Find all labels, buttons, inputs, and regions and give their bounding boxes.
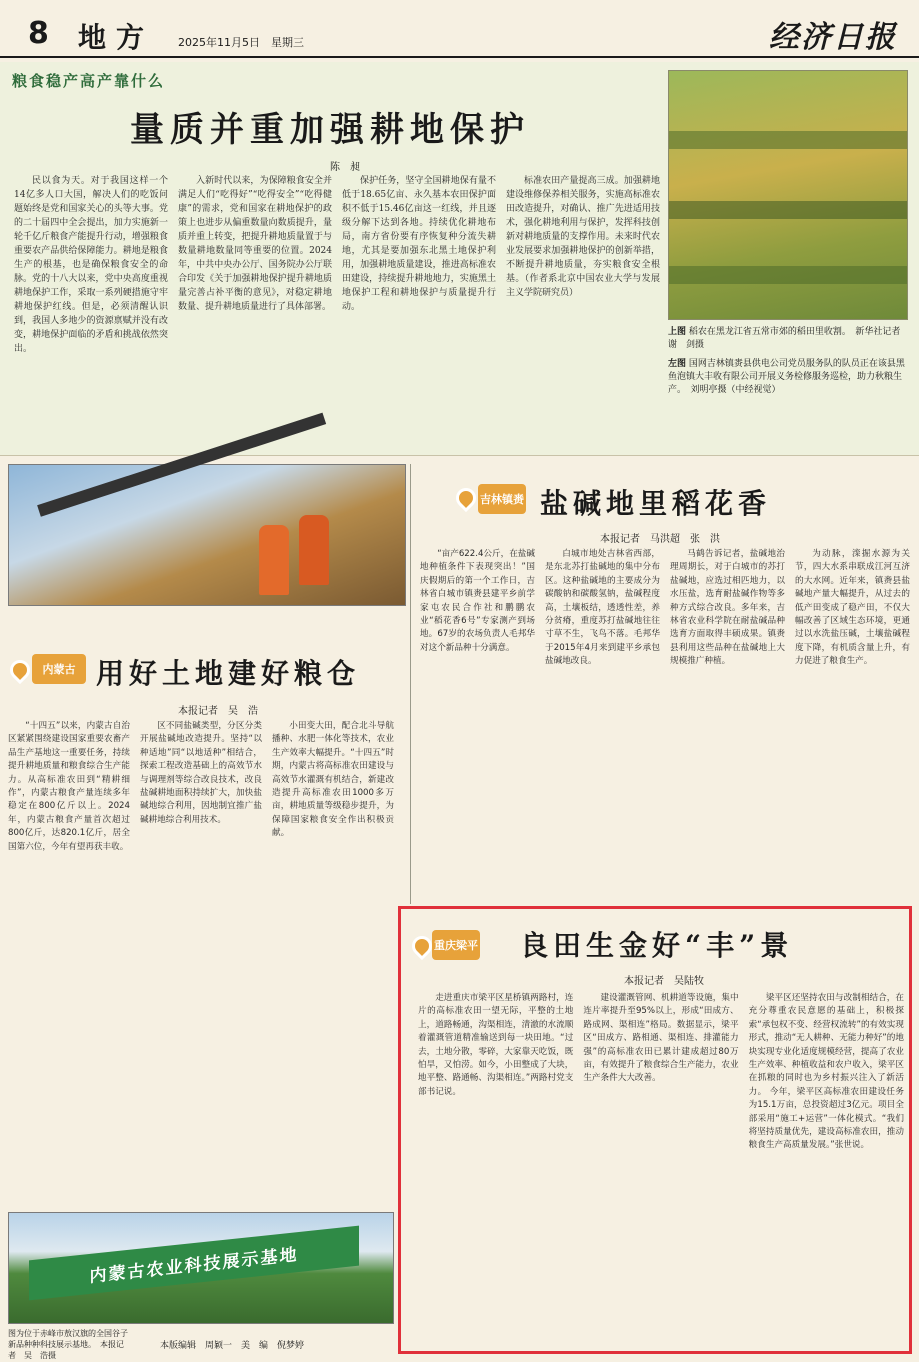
column-divider <box>410 464 411 904</box>
article-closing: 今年，梁平区高标准农田建设任务为15.1万亩，总投资超过3亿元。项目全部采用“施工+运营”一体化模式。“我们将坚持质量优先，建设高标准农田，推动粮食生产高质量发展。”张世说。 <box>748 1086 904 1151</box>
worker-figure <box>259 525 289 595</box>
caption-label: 上图 <box>668 327 687 337</box>
article-paragraph: 建设灌溉管网、机耕道等设施，集中连片率提升至95%以上，形成“田成方、路成网、渠相连”格局。数据显示，梁平区“田成方、路相通、渠相连、排灌能力强”的高标准农田已累计建成超过80万亩，有效提升了粮食综合生产能力，农业生产条件大大改善。 <box>583 993 739 1084</box>
location-tag: 吉林镇赉 <box>478 484 526 514</box>
feature-kicker: 粮食稳产高产靠什么 <box>12 72 166 90</box>
section-title: 地方 <box>78 21 155 54</box>
photo-caption-bottom: 图为位于赤峰市敖汉旗的全国谷子新品种种科技展示基地。 本报记者 吴 浩摄 <box>8 1329 128 1360</box>
photo-caption-top <box>668 326 908 352</box>
feature-paragraph: 标准农田产量提高三成。加强耕地建设维修保养相关服务，实施高标准农田改造提升，对确认、推广先进适用技术，强化耕地利用与保护，发挥科技创新对耕地质量的支撑作用。未来时代农业发展要求加强耕地保护的创新举措，不断提升耕地质量，夯实粮食安全根基。（作者系北京中国农业大学与发展主义学院研究员） <box>506 176 660 298</box>
article-paragraph: 区不同盐碱类型，分区分类开展盐碱地改造提升。坚持“以种适地”同“以地适种”相结合，探索工程改造基础上的高效节水与调理剂等综合改良技术，改良盐碱耕地面积持续扩大，加快盐碱地综合利用，因地制宜推广盐碱耕地综合利用技术。 <box>140 721 262 825</box>
article-paragraph: 白城市地处吉林省西部，是东北苏打盐碱地的集中分布区。这种盐碱地的主要成分为碳酸钠和碳酸氢钠，盐碱程度高，土壤板结，透透性差，养分贫瘠，重度苏打盐碱地往往寸草不生，飞鸟不落。毛邦华于2015年4月来到建平乡承包盐碱地改良。 <box>545 549 660 667</box>
field-band <box>669 266 907 284</box>
location-pin-icon <box>452 484 480 512</box>
caption-text: 稻农在黑龙江省五常市郊的稻田里收割。 新华社记者 谢 剑摄 <box>668 327 910 350</box>
grain-conveyor-photo <box>8 464 406 606</box>
article-byline: 本报记者 吴陆牧 <box>624 976 704 987</box>
article-paragraph: “亩产622.4公斤，在盐碱地种植条件下表现突出！”国庆假期后的第一个工作日，吉林省白城市镇赉县建平乡前学家屯农民合作社和鹏鹏农业“稻花香6号”专家测产到场地。67岁的农场负责人毛邦华对这个新品种十分满意。 <box>420 549 535 653</box>
issue-date: 2025年11月5日 星期三 <box>178 36 304 49</box>
article-byline: 本报记者 马洪超 张 洪 <box>600 534 720 545</box>
feature-paragraph: 民以食为天。对于我国这样一个14亿多人口大国，解决人们的吃饭问题始终是党和国家关心的头等大事。党的二十届四中全会提出，加力实施新一轮千亿斤粮食产能提升行动，增强粮食重要农产品供给保障能力。耕地是粮食生产的根基，也是确保粮食安全的命脉。党的十八大以来，党中央高度重视耕地保护工作，采取一系列硬措施守牢耕地保护红线。但是，必须清醒认识到，我国人多地少的资源禀赋并没有改变，耕地保护面临的矛盾和挑战依然突出。 <box>14 176 168 354</box>
caption-label: 左图 <box>668 359 687 369</box>
article-title: 良田生金好“丰”景 <box>520 929 794 962</box>
location-pin-icon <box>6 656 34 684</box>
feature-body <box>14 174 660 450</box>
article-body-neimenggu <box>8 720 394 1206</box>
article-paragraph <box>749 992 904 1342</box>
feature-headline: 量质并重加强耕地保护 <box>130 110 530 150</box>
demo-base-sign: 内蒙古农业科技展示基地 <box>29 1226 359 1301</box>
article-paragraph: 为动脉，滦掘水源为关节，四大水系串联成江河互济的大水网。近年来，镇赉县盐碱地产量大幅提升，从过去的低产田变成了稳产田，不仅大幅改善了区域生态环境，更通过以水洗盐压碱，土壤盐碱程度下降，有机质含量上升，有力促进了粮食生产。 <box>795 549 910 667</box>
editors-credit: 本版编辑 周颖一 美 编 倪梦婷 <box>160 1341 305 1351</box>
feature-byline: 陈 昶 <box>330 162 360 173</box>
demo-base-photo <box>8 1212 394 1324</box>
article-paragraph: “十四五”以来，内蒙古自治区紧紧围绕建设国家重要农畜产品生产基地这一重要任务，持续提升耕地质量和粮食综合生产能力。从高标准农田到“精耕细作”，内蒙古粮食产量连续多年稳定在800亿斤以上。2024年，内蒙古粮食产量首次超过800亿斤，达820.1亿斤，居全国第六位，今年有望再获丰收。 <box>8 721 130 852</box>
article-paragraph: 马鹤告诉记者，盐碱地治理周期长，对于白城市的苏打盐碱地，应选过相匹地力，以水压盐，选育耐盐碱作物等多种方式综合改良。多年来，吉林省农业科学院在耐盐碱品种选育方面取得丰硕成果。镇赉县利用这些品种在盐碱地上大规模推广种植。 <box>670 549 785 667</box>
article-paragraph: 小田变大田，配合北斗导航播种、水肥一体化等技术，农业生产效率大幅提升。“十四五”时期，内蒙古将高标准农田建设与高效节水灌溉有机结合，新建改造提升高标准农田1000多万亩，耕地质量等级稳步提升，为保障国家粮食安全作出积极贡献。 <box>272 721 394 839</box>
caption-text: 国网吉林镇赉县供电公司党员服务队的队员正在该县黑鱼泡镇大丰收有限公司开展义务检修服务巡检，助力秋粮生产。 刘明亭摄（中经视觉） <box>668 359 905 395</box>
article-body-chongqing <box>418 992 904 1342</box>
article-body-jilin <box>420 548 910 898</box>
feature-article <box>0 62 919 456</box>
paper-logo: 经济日报 <box>769 20 897 55</box>
article-paragraph: 走进重庆市梁平区星桥镇两路村，连片的高标准农田一望无际，平整的土地上，道路畅通，沟渠相连，清澈的水流顺着灌溉管道精准输送到每一块田地。“过去，土地分散，零碎，大家靠天吃饭，既怕旱，又怕涝。如今，小田整成了大块，地平整、路通畅、沟渠相连。”两路村党支部书记说。 <box>418 993 574 1097</box>
article-paragraph-text: 梁平区还坚持农田与改制相结合，在充分尊重农民意愿的基础上，积极探索“承包权不变、经营权流转”的有效实现形式，推动“无人耕种、无能力种好”的地块实现专业化适度规模经营，提高了农业生产效率、种植收益和农户收入，梁平区在抓粮的同时也为乡村振兴注入了新活力。 <box>748 993 904 1097</box>
location-tag: 重庆梁平 <box>432 930 480 960</box>
worker-figure <box>299 515 329 585</box>
field-band <box>669 131 907 149</box>
photo-caption-left <box>668 358 908 397</box>
location-tag: 内蒙古 <box>32 654 86 684</box>
rice-field-photo <box>668 70 908 320</box>
article-title: 用好土地建好粮仓 <box>96 657 361 690</box>
article-byline: 本报记者 吴 浩 <box>178 706 258 717</box>
page-number: 8 <box>28 16 49 51</box>
feature-paragraph: 保护任务，坚守全国耕地保有量不低于18.65亿亩、永久基本农田保护面积不低于15.46亿亩这一红线，并且逐级分解下达到各地。持续优化耕地布局，南方省份要有序恢复种分流失耕地，尤其是要加强东北黑土地保护利用，加强耕地质量建设，推进高标准农田建设，持续提升耕地地力，实施黑土地保护工程和耕地保护与质量提升行动。 <box>342 176 496 312</box>
field-band <box>669 201 907 219</box>
article-title: 盐碱地里稻花香 <box>540 487 772 520</box>
feature-paragraph: 入新时代以来，为保障粮食安全并满足人们“吃得好”“吃得安全”“吃得健康”的需求，党和国家在耕地保护的政策上也进步从偏重数量向数质提升，量质并重上转变，把提升耕地质量置于与数量耕地数量同等重要的位置。2024年，中共中央办公厅、国务院办公厅联合印发《关于加强耕地保护提升耕地质量完善占补平衡的意见》，对稳定耕地数量、提升耕地质量进行了具体部署。 <box>178 176 332 312</box>
masthead <box>0 0 919 58</box>
